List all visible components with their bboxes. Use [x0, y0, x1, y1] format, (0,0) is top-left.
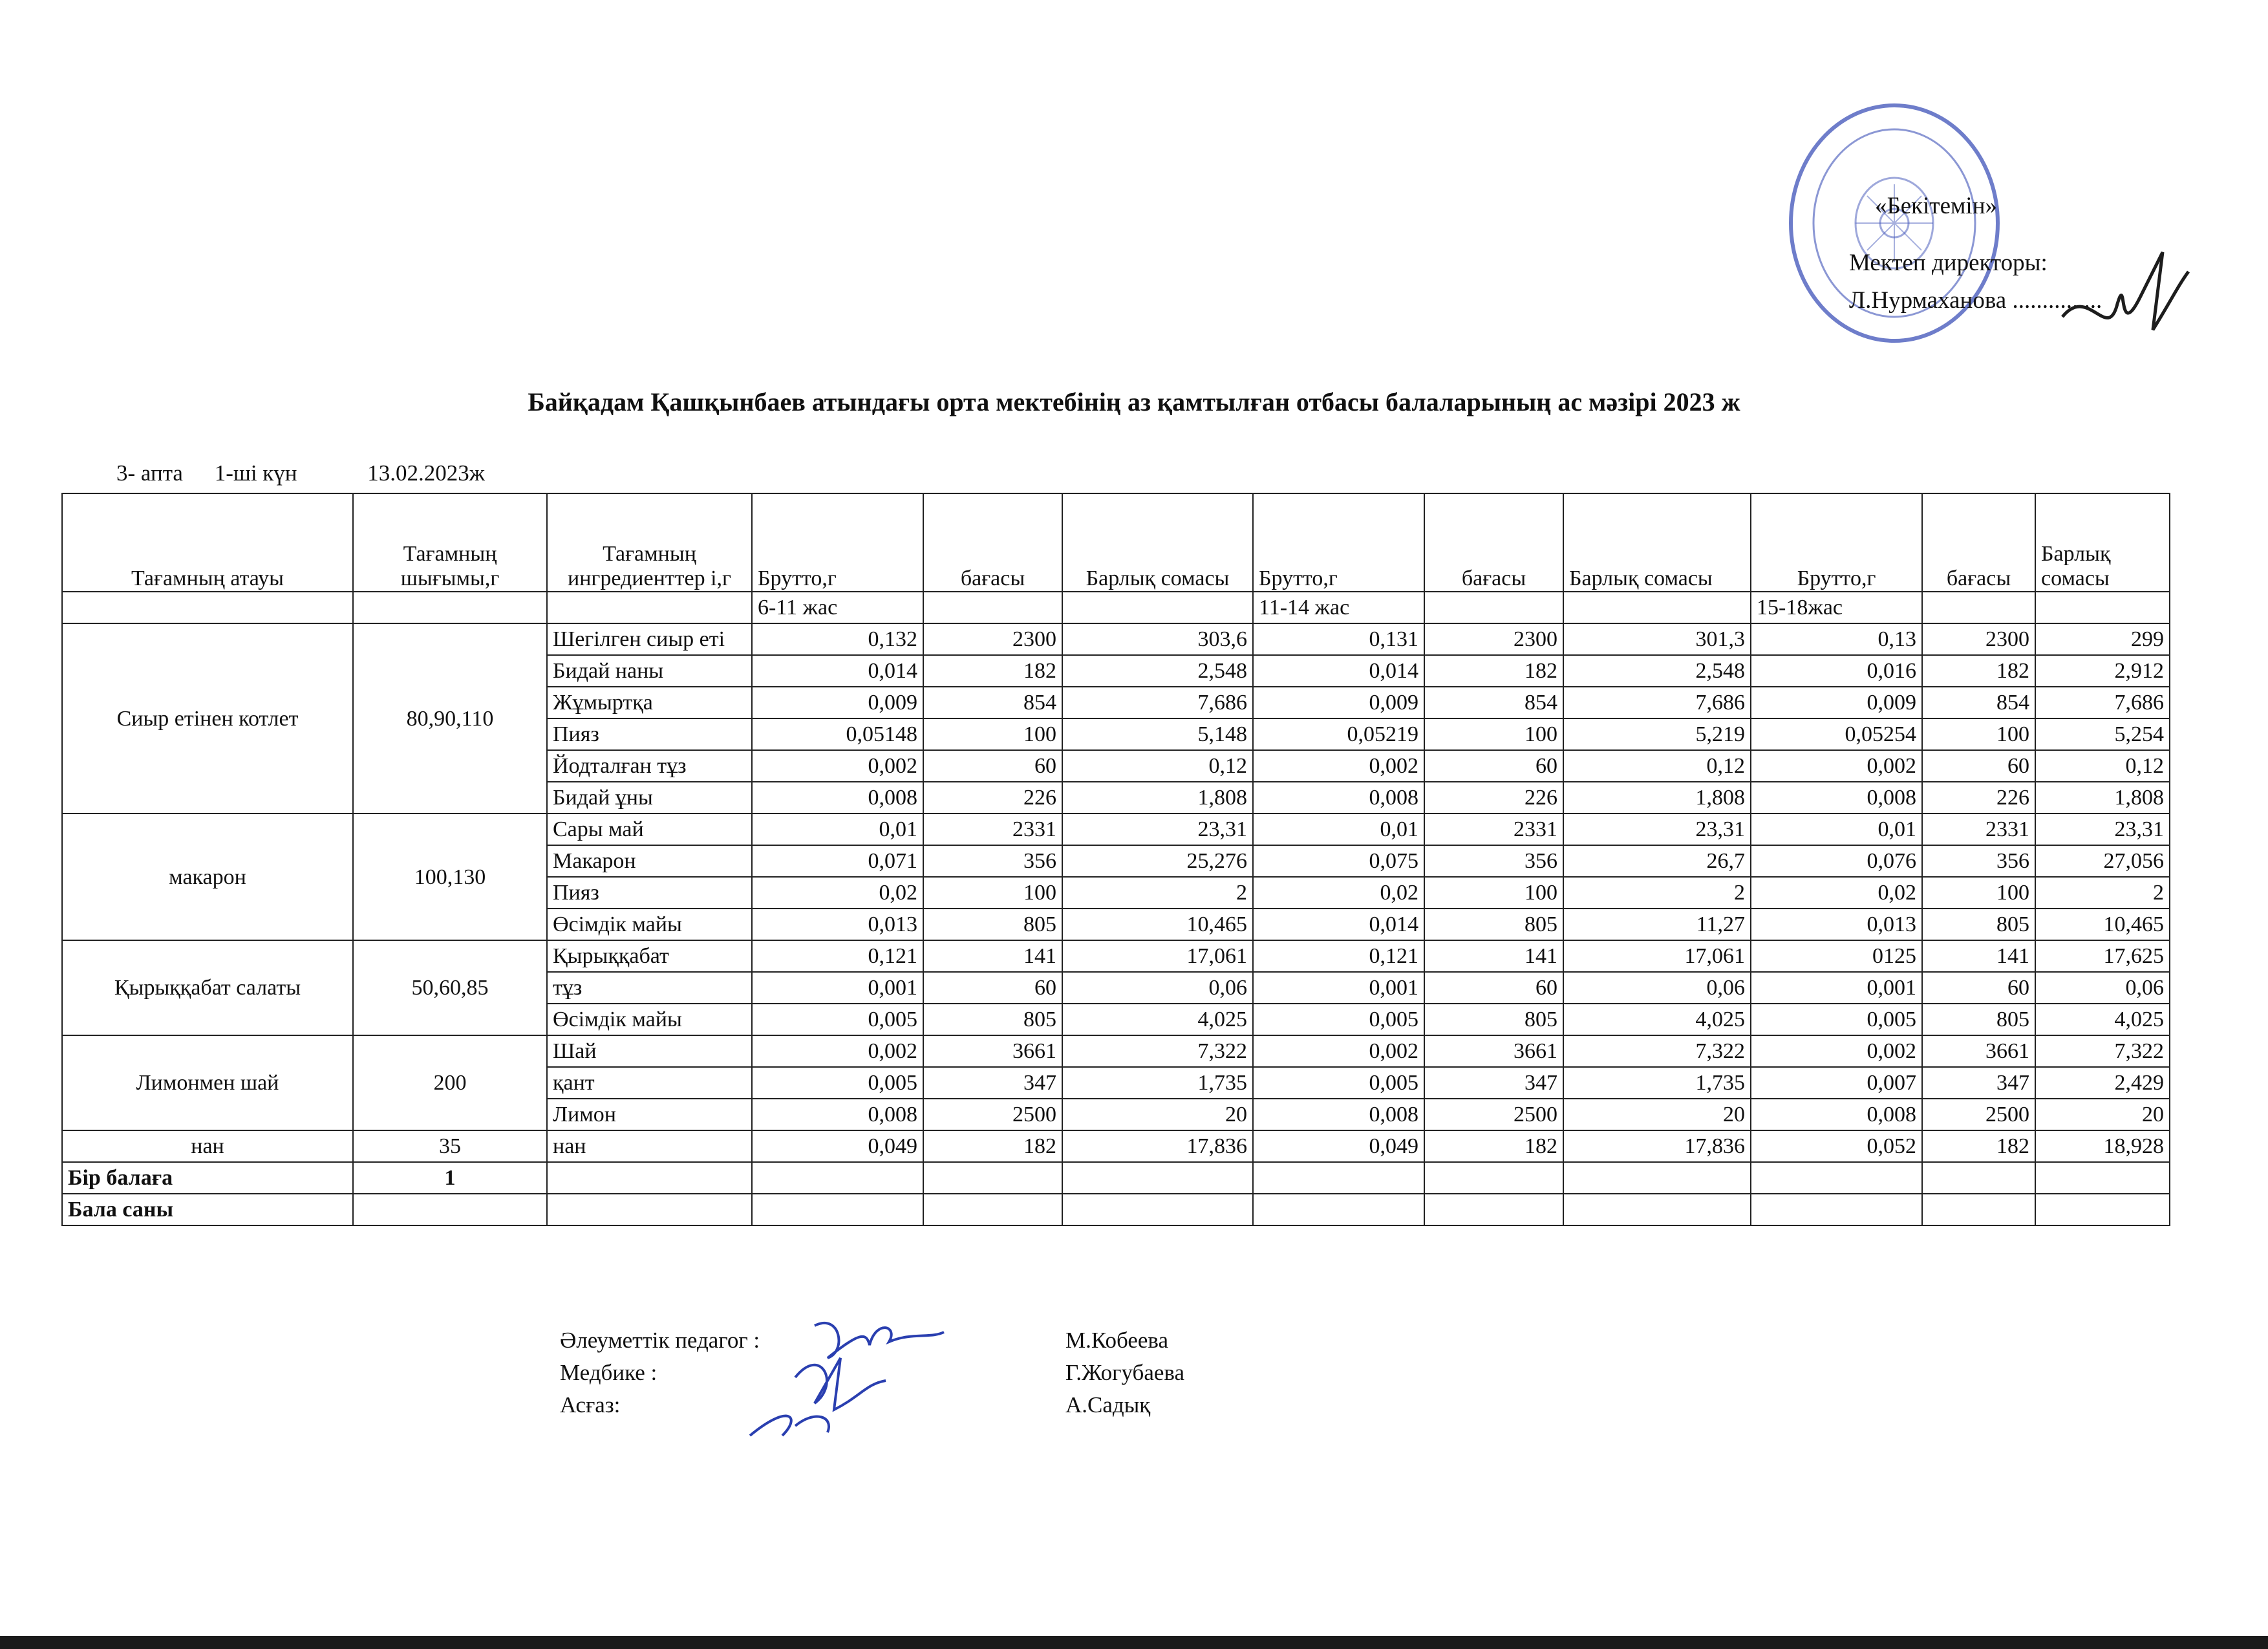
gross-11-14: 0,014: [1253, 655, 1424, 687]
price-6-11: 347: [923, 1067, 1062, 1099]
total-6-11: 7,686: [1062, 687, 1253, 718]
ingredient-name: тұз: [547, 972, 752, 1004]
price-6-11: 226: [923, 782, 1062, 814]
header-dish: Тағамның атауы: [62, 493, 353, 592]
total-15-18: 1,808: [2035, 782, 2170, 814]
price-11-14: 100: [1424, 718, 1563, 750]
ingredient-name: Пияз: [547, 718, 752, 750]
dish-output: 80,90,110: [353, 623, 547, 814]
price-6-11: 182: [923, 1130, 1062, 1162]
price-6-11: 182: [923, 655, 1062, 687]
total-15-18: 2: [2035, 877, 2170, 909]
price-15-18: 2331: [1922, 814, 2035, 845]
menu-body: [62, 623, 2170, 1225]
ingredient-row: [62, 1035, 2170, 1067]
gross-11-14: 0,009: [1253, 687, 1424, 718]
price-6-11: 60: [923, 972, 1062, 1004]
summary-row: [62, 1194, 2170, 1225]
approved-label: «Бекітемін»: [1875, 193, 1998, 219]
date-label: 13.02.2023ж: [367, 460, 485, 486]
price-6-11: 141: [923, 940, 1062, 972]
price-15-18: 2300: [1922, 623, 2035, 655]
price-15-18: 100: [1922, 877, 2035, 909]
total-6-11: 0,12: [1062, 750, 1253, 782]
staff-roles: [560, 1324, 760, 1421]
price-6-11: 854: [923, 687, 1062, 718]
total-11-14: 1,808: [1563, 782, 1751, 814]
header-gross: Брутто,г: [1253, 493, 1424, 592]
total-11-14: 11,27: [1563, 909, 1751, 940]
staff-role: Асғаз:: [560, 1392, 621, 1417]
header-price: бағасы: [1424, 493, 1563, 592]
total-11-14: 301,3: [1563, 623, 1751, 655]
total-15-18: 2,912: [2035, 655, 2170, 687]
gross-15-18: 0,008: [1751, 782, 1922, 814]
total-15-18: 18,928: [2035, 1130, 2170, 1162]
dish-output: 100,130: [353, 814, 547, 940]
total-15-18: 23,31: [2035, 814, 2170, 845]
price-6-11: 356: [923, 845, 1062, 877]
day-info: [116, 460, 511, 486]
gross-11-14: 0,001: [1253, 972, 1424, 1004]
staff-names: [1065, 1324, 1184, 1421]
header-total: Барлық сомасы: [2035, 493, 2170, 592]
total-6-11: 1,808: [1062, 782, 1253, 814]
price-15-18: 3661: [1922, 1035, 2035, 1067]
ingredient-name: Макарон: [547, 845, 752, 877]
total-11-14: 17,061: [1563, 940, 1751, 972]
price-15-18: 182: [1922, 1130, 2035, 1162]
total-6-11: 20: [1062, 1099, 1253, 1130]
total-6-11: 7,322: [1062, 1035, 1253, 1067]
gross-6-11: 0,002: [752, 750, 923, 782]
total-6-11: 25,276: [1062, 845, 1253, 877]
price-11-14: 854: [1424, 687, 1563, 718]
header-gross: Брутто,г: [752, 493, 923, 592]
total-11-14: 20: [1563, 1099, 1751, 1130]
gross-6-11: 0,001: [752, 972, 923, 1004]
summary-label: Бала саны: [62, 1194, 353, 1225]
total-15-18: 0,12: [2035, 750, 2170, 782]
price-11-14: 356: [1424, 845, 1563, 877]
price-15-18: 805: [1922, 909, 2035, 940]
summary-row: [62, 1162, 2170, 1194]
ingredient-row: [62, 814, 2170, 845]
total-11-14: 0,06: [1563, 972, 1751, 1004]
page-bottom-edge: [0, 1636, 2268, 1649]
gross-6-11: 0,049: [752, 1130, 923, 1162]
total-15-18: 299: [2035, 623, 2170, 655]
price-6-11: 100: [923, 877, 1062, 909]
ingredient-name: Лимон: [547, 1099, 752, 1130]
price-15-18: 60: [1922, 972, 2035, 1004]
gross-6-11: 0,132: [752, 623, 923, 655]
gross-6-11: 0,013: [752, 909, 923, 940]
total-15-18: 27,056: [2035, 845, 2170, 877]
dish-name: Лимонмен шай: [62, 1035, 353, 1130]
dish-output: 200: [353, 1035, 547, 1130]
total-11-14: 0,12: [1563, 750, 1751, 782]
gross-6-11: 0,02: [752, 877, 923, 909]
gross-15-18: 0,05254: [1751, 718, 1922, 750]
total-11-14: 1,735: [1563, 1067, 1751, 1099]
gross-6-11: 0,002: [752, 1035, 923, 1067]
gross-11-14: 0,05219: [1253, 718, 1424, 750]
summary-label: Бір балаға: [62, 1162, 353, 1194]
total-6-11: 1,735: [1062, 1067, 1253, 1099]
total-15-18: 17,625: [2035, 940, 2170, 972]
ingredient-name: Қырыққабат: [547, 940, 752, 972]
price-6-11: 2331: [923, 814, 1062, 845]
price-15-18: 854: [1922, 687, 2035, 718]
total-6-11: 4,025: [1062, 1004, 1253, 1035]
gross-11-14: 0,002: [1253, 750, 1424, 782]
total-15-18: 2,429: [2035, 1067, 2170, 1099]
gross-6-11: 0,071: [752, 845, 923, 877]
dish-name: Қырыққабат салаты: [62, 940, 353, 1035]
gross-11-14: 0,005: [1253, 1004, 1424, 1035]
price-6-11: 2500: [923, 1099, 1062, 1130]
header-row: [62, 493, 2170, 592]
total-11-14: 5,219: [1563, 718, 1751, 750]
gross-15-18: 0,002: [1751, 750, 1922, 782]
header-total: Барлық сомасы: [1062, 493, 1253, 592]
gross-6-11: 0,009: [752, 687, 923, 718]
staff-role: Әлеуметтік педагог :: [560, 1328, 760, 1353]
menu-table: [61, 493, 2170, 1226]
gross-11-14: 0,075: [1253, 845, 1424, 877]
staff-name: Г.Жогубаева: [1065, 1360, 1184, 1385]
header-output: Тағамның шығымы,г: [353, 493, 547, 592]
price-6-11: 805: [923, 909, 1062, 940]
age-group-row: [62, 592, 2170, 623]
price-11-14: 347: [1424, 1067, 1563, 1099]
price-11-14: 60: [1424, 750, 1563, 782]
total-11-14: 4,025: [1563, 1004, 1751, 1035]
dish-output: 35: [353, 1130, 547, 1162]
gross-15-18: 0,002: [1751, 1035, 1922, 1067]
dish-name: Сиыр етінен котлет: [62, 623, 353, 814]
total-11-14: 26,7: [1563, 845, 1751, 877]
gross-11-14: 0,002: [1253, 1035, 1424, 1067]
total-11-14: 7,686: [1563, 687, 1751, 718]
total-6-11: 10,465: [1062, 909, 1253, 940]
gross-15-18: 0125: [1751, 940, 1922, 972]
ingredient-name: Бидай наны: [547, 655, 752, 687]
total-15-18: 20: [2035, 1099, 2170, 1130]
header-price: бағасы: [923, 493, 1062, 592]
price-11-14: 60: [1424, 972, 1563, 1004]
gross-6-11: 0,005: [752, 1004, 923, 1035]
gross-15-18: 0,007: [1751, 1067, 1922, 1099]
price-6-11: 60: [923, 750, 1062, 782]
total-6-11: 0,06: [1062, 972, 1253, 1004]
gross-11-14: 0,049: [1253, 1130, 1424, 1162]
ingredient-name: Шай: [547, 1035, 752, 1067]
price-6-11: 805: [923, 1004, 1062, 1035]
staff-name: А.Садық: [1065, 1392, 1151, 1417]
gross-11-14: 0,121: [1253, 940, 1424, 972]
ingredient-name: Пияз: [547, 877, 752, 909]
gross-15-18: 0,001: [1751, 972, 1922, 1004]
header-ingredients: Тағамның ингредиенттер і,г: [547, 493, 752, 592]
total-6-11: 17,061: [1062, 940, 1253, 972]
price-11-14: 805: [1424, 909, 1563, 940]
price-6-11: 3661: [923, 1035, 1062, 1067]
total-11-14: 23,31: [1563, 814, 1751, 845]
dish-output: 50,60,85: [353, 940, 547, 1035]
price-11-14: 2500: [1424, 1099, 1563, 1130]
gross-15-18: 0,008: [1751, 1099, 1922, 1130]
price-15-18: 805: [1922, 1004, 2035, 1035]
price-11-14: 182: [1424, 655, 1563, 687]
total-6-11: 303,6: [1062, 623, 1253, 655]
staff-name: М.Кобеева: [1065, 1328, 1168, 1353]
gross-6-11: 0,01: [752, 814, 923, 845]
price-11-14: 2331: [1424, 814, 1563, 845]
price-11-14: 182: [1424, 1130, 1563, 1162]
document-title: Байқадам Қашқынбаев атындағы орта мектебінің аз қамтылған отбасы балаларының ас мәзірі 2023 ж: [528, 387, 1740, 416]
ingredient-row: [62, 623, 2170, 655]
total-11-14: 2: [1563, 877, 1751, 909]
gross-15-18: 0,13: [1751, 623, 1922, 655]
director-position: Мектеп директоры:: [1849, 250, 2048, 276]
price-15-18: 347: [1922, 1067, 2035, 1099]
gross-11-14: 0,014: [1253, 909, 1424, 940]
ingredient-row: [62, 940, 2170, 972]
price-15-18: 182: [1922, 655, 2035, 687]
total-15-18: 0,06: [2035, 972, 2170, 1004]
gross-15-18: 0,009: [1751, 687, 1922, 718]
gross-15-18: 0,01: [1751, 814, 1922, 845]
total-11-14: 17,836: [1563, 1130, 1751, 1162]
staff-signatures: [737, 1306, 950, 1442]
director-signature: [2056, 246, 2198, 356]
gross-6-11: 0,008: [752, 1099, 923, 1130]
day-label: 1-ші күн: [214, 460, 297, 486]
gross-11-14: 0,02: [1253, 877, 1424, 909]
gross-11-14: 0,01: [1253, 814, 1424, 845]
gross-6-11: 0,008: [752, 782, 923, 814]
ingredient-name: Бидай ұны: [547, 782, 752, 814]
age-group: 15-18жас: [1751, 592, 1922, 623]
ingredient-name: Өсімдік майы: [547, 1004, 752, 1035]
ingredient-name: нан: [547, 1130, 752, 1162]
total-6-11: 5,148: [1062, 718, 1253, 750]
total-6-11: 2: [1062, 877, 1253, 909]
header-price: бағасы: [1922, 493, 2035, 592]
ingredient-name: қант: [547, 1067, 752, 1099]
total-6-11: 2,548: [1062, 655, 1253, 687]
price-15-18: 60: [1922, 750, 2035, 782]
price-11-14: 226: [1424, 782, 1563, 814]
gross-15-18: 0,005: [1751, 1004, 1922, 1035]
gross-15-18: 0,02: [1751, 877, 1922, 909]
dish-name: нан: [62, 1130, 353, 1162]
ingredient-name: Йодталған тұз: [547, 750, 752, 782]
header-gross: Брутто,г: [1751, 493, 1922, 592]
ingredient-name: Сары май: [547, 814, 752, 845]
total-15-18: 7,686: [2035, 687, 2170, 718]
gross-11-14: 0,008: [1253, 782, 1424, 814]
price-6-11: 100: [923, 718, 1062, 750]
gross-6-11: 0,005: [752, 1067, 923, 1099]
gross-15-18: 0,013: [1751, 909, 1922, 940]
total-15-18: 4,025: [2035, 1004, 2170, 1035]
ingredient-name: Шегілген сиыр еті: [547, 623, 752, 655]
gross-11-14: 0,005: [1253, 1067, 1424, 1099]
age-group: 6-11 жас: [752, 592, 923, 623]
gross-6-11: 0,014: [752, 655, 923, 687]
gross-15-18: 0,016: [1751, 655, 1922, 687]
price-15-18: 100: [1922, 718, 2035, 750]
gross-15-18: 0,076: [1751, 845, 1922, 877]
total-15-18: 5,254: [2035, 718, 2170, 750]
price-15-18: 226: [1922, 782, 2035, 814]
total-6-11: 17,836: [1062, 1130, 1253, 1162]
price-6-11: 2300: [923, 623, 1062, 655]
staff-role: Медбике :: [560, 1360, 658, 1385]
price-11-14: 141: [1424, 940, 1563, 972]
week-label: 3- апта: [116, 460, 183, 486]
header-total: Барлық сомасы: [1563, 493, 1751, 592]
price-15-18: 141: [1922, 940, 2035, 972]
gross-6-11: 0,05148: [752, 718, 923, 750]
price-11-14: 805: [1424, 1004, 1563, 1035]
director-name: Л.Нурмаханова ...............: [1849, 287, 2102, 314]
price-11-14: 3661: [1424, 1035, 1563, 1067]
dish-name: макарон: [62, 814, 353, 940]
total-11-14: 2,548: [1563, 655, 1751, 687]
summary-value: 1: [353, 1162, 547, 1194]
total-6-11: 23,31: [1062, 814, 1253, 845]
age-group: 11-14 жас: [1253, 592, 1424, 623]
total-11-14: 7,322: [1563, 1035, 1751, 1067]
gross-11-14: 0,131: [1253, 623, 1424, 655]
total-15-18: 7,322: [2035, 1035, 2170, 1067]
summary-value: [353, 1194, 547, 1225]
ingredient-row: [62, 1130, 2170, 1162]
ingredient-name: Жұмыртқа: [547, 687, 752, 718]
ingredient-name: Өсімдік майы: [547, 909, 752, 940]
total-15-18: 10,465: [2035, 909, 2170, 940]
gross-15-18: 0,052: [1751, 1130, 1922, 1162]
price-15-18: 356: [1922, 845, 2035, 877]
gross-6-11: 0,121: [752, 940, 923, 972]
gross-11-14: 0,008: [1253, 1099, 1424, 1130]
price-11-14: 100: [1424, 877, 1563, 909]
price-15-18: 2500: [1922, 1099, 2035, 1130]
price-11-14: 2300: [1424, 623, 1563, 655]
